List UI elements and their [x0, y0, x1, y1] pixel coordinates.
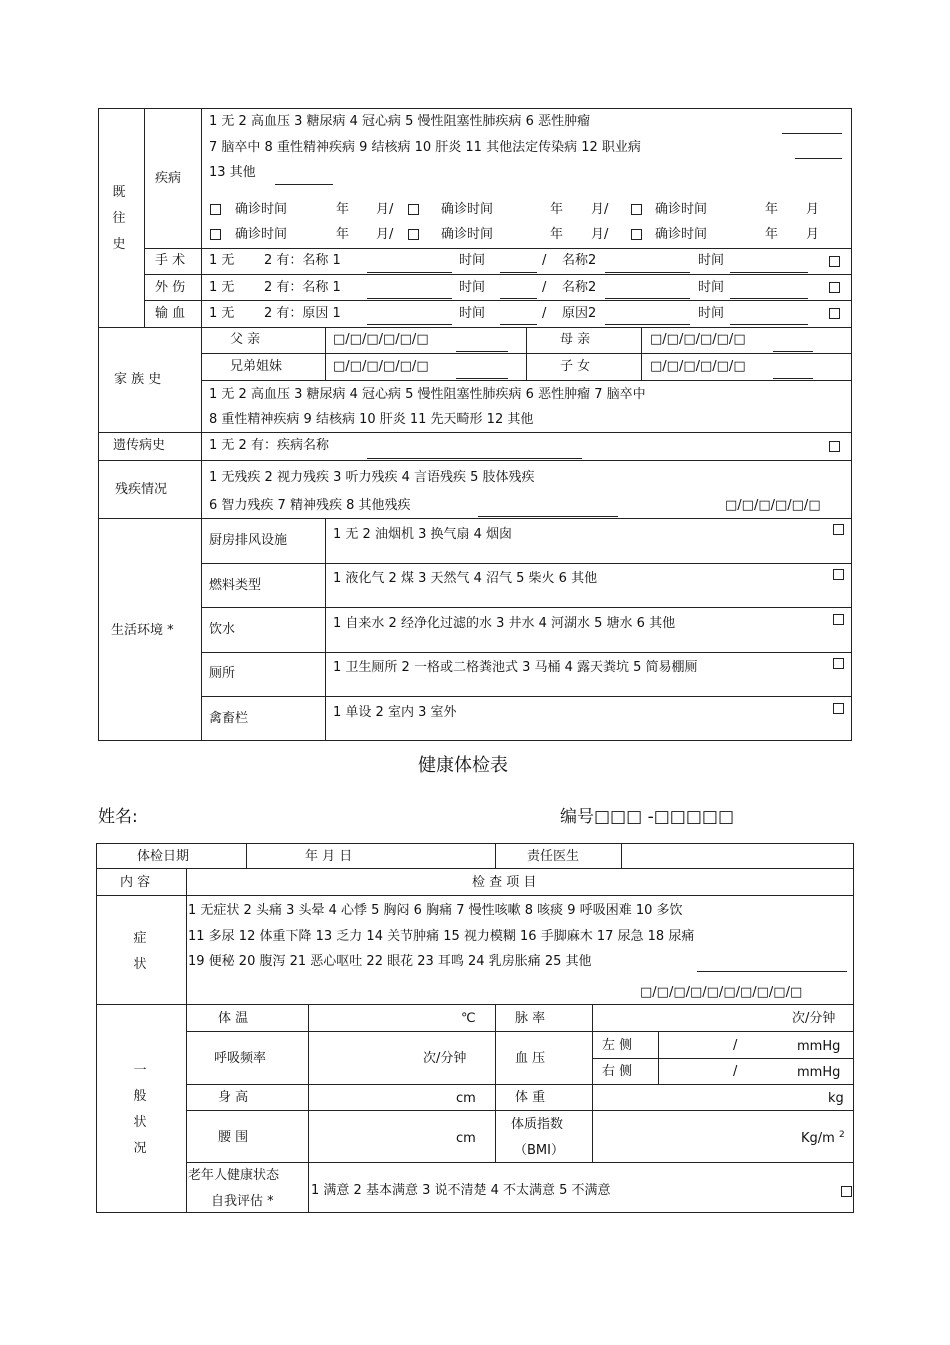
bmi-unit: Kg/m — [801, 1131, 835, 1146]
checkbox[interactable] — [833, 569, 844, 580]
bp-left-label: 左 侧 — [602, 1038, 633, 1053]
family-options-1: 1 无 2 高血压 3 糖尿病 4 冠心病 5 慢性阻塞性肺疾病 6 恶性肿瘤 7 脑卒中 — [209, 387, 646, 402]
checkbox[interactable] — [833, 524, 844, 535]
mother-label: 母 亲 — [560, 332, 591, 347]
disease-line-1: 1 无 2 高血压 3 糖尿病 4 冠心病 5 慢性阻塞性肺疾病 6 恶性肿瘤 — [209, 114, 591, 129]
symptoms-line-2: 11 多尿 12 体重下降 13 乏力 14 关节肿痛 15 视力模糊 16 手脚麻木 17 尿急 18 尿痛 — [188, 929, 695, 944]
height-label: 身 高 — [218, 1090, 249, 1105]
waist-label: 腰 围 — [218, 1130, 249, 1145]
doctor-label: 责任医生 — [527, 849, 580, 864]
family-label: 家 族 史 — [114, 372, 162, 387]
env-row-label: 厕所 — [209, 666, 236, 681]
disability-boxes[interactable]: □/□/□/□/□/□ — [725, 498, 821, 513]
genetic-label: 遗传病史 — [113, 438, 166, 453]
environment-label: 生活环境 * — [111, 623, 174, 638]
bp-right-unit: mmHg — [797, 1065, 841, 1080]
symptoms-label: 症状 — [133, 931, 147, 972]
elder-label-sub: 自我评估 * — [211, 1194, 274, 1209]
bp-label: 血 压 — [515, 1051, 546, 1066]
weight-unit: kg — [828, 1091, 844, 1106]
checkbox[interactable] — [829, 256, 840, 267]
env-row-options: 1 无 2 油烟机 3 换气扇 4 烟囱 — [333, 527, 513, 542]
history-label: 既往史 — [112, 185, 126, 252]
waist-unit: cm — [456, 1131, 476, 1146]
checkbox[interactable] — [210, 229, 221, 240]
checkbox[interactable] — [829, 308, 840, 319]
pulse-label: 脉 率 — [515, 1011, 546, 1026]
siblings-boxes[interactable]: □/□/□/□/□/□ — [333, 359, 429, 374]
weight-label: 体 重 — [515, 1090, 546, 1105]
bp-right-label: 右 侧 — [602, 1064, 633, 1079]
env-row-label: 厨房排风设施 — [209, 533, 288, 548]
env-row-label: 禽畜栏 — [209, 711, 249, 726]
checkbox[interactable] — [829, 282, 840, 293]
bp-left-slash: / — [733, 1038, 738, 1053]
temperature-unit: ℃ — [461, 1011, 476, 1026]
checkbox[interactable] — [833, 703, 844, 714]
date-label: 体检日期 — [137, 849, 190, 864]
env-row-options: 1 液化气 2 煤 3 天然气 4 沼气 5 柴火 6 其他 — [333, 571, 598, 586]
content-label: 内 容 — [120, 875, 151, 890]
pulse-unit: 次/分钟 — [792, 1011, 836, 1026]
name-label: 姓名: — [98, 807, 138, 827]
family-options-2: 8 重性精神疾病 9 结核病 10 肝炎 11 先天畸形 12 其他 — [209, 412, 534, 427]
respiration-label: 呼吸频率 — [214, 1051, 267, 1066]
checkbox[interactable] — [829, 441, 840, 452]
bmi-label: 体质指数 — [511, 1117, 564, 1132]
disability-line-2: 6 智力残疾 7 精神残疾 8 其他残疾 — [209, 498, 411, 513]
symptoms-boxes[interactable]: □/□/□/□/□/□/□/□/□/□ — [640, 985, 803, 1000]
checkbox[interactable] — [408, 204, 419, 215]
children-label: 子 女 — [560, 359, 591, 374]
general-label: 一般状况 — [133, 1063, 147, 1156]
env-row-label: 饮水 — [209, 622, 236, 637]
symptoms-line-3: 19 便秘 20 腹泻 21 恶心呕吐 22 眼花 23 耳鸣 24 乳房胀痛 25 其他 — [188, 954, 592, 969]
elder-options: 1 满意 2 基本满意 3 说不清楚 4 不太满意 5 不满意 — [311, 1183, 611, 1198]
date-value[interactable]: 年 月 日 — [305, 849, 353, 864]
items-label: 检 查 项 目 — [472, 875, 537, 890]
bp-right-slash: / — [733, 1064, 738, 1079]
children-boxes[interactable]: □/□/□/□/□/□ — [650, 359, 746, 374]
symptoms-line-1: 1 无症状 2 头痛 3 头晕 4 心悸 5 胸闷 6 胸痛 7 慢性咳嗽 8 咳痰 9 呼吸困难 10 多饮 — [188, 903, 683, 918]
checkbox[interactable] — [833, 658, 844, 669]
checkbox[interactable] — [631, 229, 642, 240]
bmi-unit-sup: 2 — [839, 1130, 845, 1140]
checkbox[interactable] — [833, 614, 844, 625]
siblings-label: 兄弟姐妹 — [230, 359, 283, 374]
disability-label: 残疾情况 — [115, 482, 168, 497]
env-row-label: 燃料类型 — [209, 578, 262, 593]
checkbox[interactable] — [631, 204, 642, 215]
bmi-label-sub: （BMI） — [514, 1143, 564, 1158]
disease-label: 疾病 — [155, 171, 182, 186]
disease-line-2: 7 脑卒中 8 重性精神疾病 9 结核病 10 肝炎 11 其他法定传染病 12 职业病 — [209, 140, 641, 155]
id-label: 编号□□□ -□□□□□ — [560, 807, 735, 827]
father-boxes[interactable]: □/□/□/□/□/□ — [333, 332, 429, 347]
env-row-options: 1 单设 2 室内 3 室外 — [333, 705, 457, 720]
disease-line-3: 13 其他 — [209, 165, 256, 180]
father-label: 父 亲 — [230, 332, 261, 347]
height-unit: cm — [456, 1091, 476, 1106]
bp-left-unit: mmHg — [797, 1039, 841, 1054]
env-row-options: 1 卫生厕所 2 一格或二格粪池式 3 马桶 4 露天粪坑 5 简易棚厕 — [333, 660, 698, 675]
mother-boxes[interactable]: □/□/□/□/□/□ — [650, 332, 746, 347]
env-row-options: 1 自来水 2 经净化过滤的水 3 井水 4 河湖水 5 塘水 6 其他 — [333, 616, 676, 631]
checkbox[interactable] — [210, 204, 221, 215]
disability-line-1: 1 无残疾 2 视力残疾 3 听力残疾 4 言语残疾 5 肢体残疾 — [209, 470, 535, 485]
temperature-label: 体 温 — [218, 1011, 249, 1026]
genetic-text: 1 无 2 有：疾病名称 — [209, 438, 329, 453]
checkbox[interactable] — [841, 1186, 852, 1197]
checkbox[interactable] — [408, 229, 419, 240]
respiration-unit: 次/分钟 — [423, 1051, 467, 1066]
elder-label: 老年人健康状态 — [188, 1168, 280, 1183]
page-title: 健康体检表 — [418, 755, 508, 776]
